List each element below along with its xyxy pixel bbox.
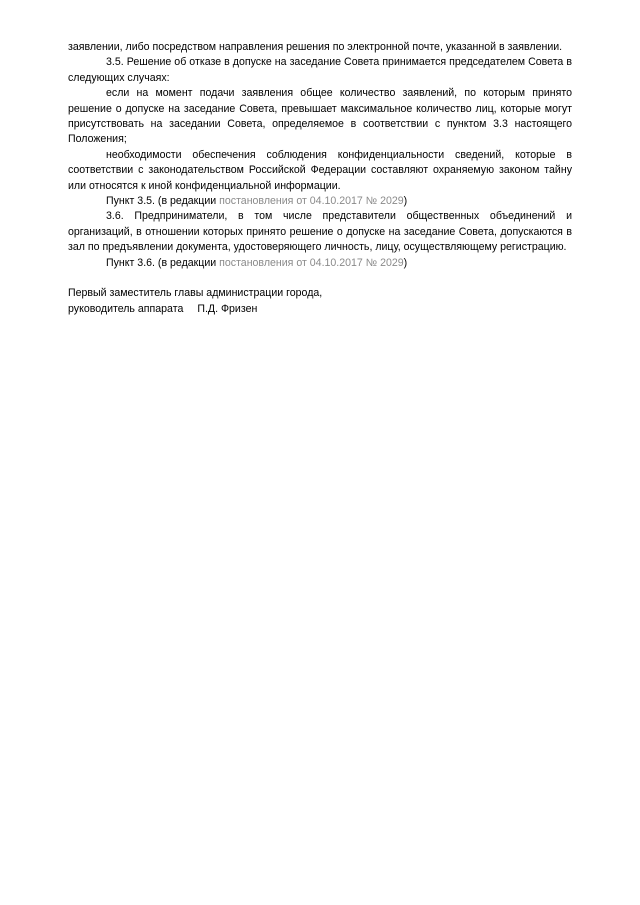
edit-note-link[interactable]: постановления от 04.10.2017 № 2029 bbox=[219, 256, 404, 269]
document-body bbox=[68, 40, 572, 317]
edit-note-suffix: ) bbox=[403, 195, 408, 208]
edit-note-3-6 bbox=[68, 256, 572, 271]
paragraph-3-5: 3.5. Решение об отказе в допуске на заседание Совета принимается председателем Совета в следующих случаях: bbox=[68, 56, 572, 84]
paragraph-continuation: заявлении, либо посредством направления решения по электронной почте, указанной в заявлении. bbox=[68, 41, 563, 53]
signature-line-1: Первый заместитель главы администрации города, bbox=[68, 287, 323, 300]
edit-note-suffix: ) bbox=[403, 256, 408, 269]
signature-name: П.Д. Фризен bbox=[197, 302, 258, 315]
spacer bbox=[68, 271, 572, 286]
edit-note-prefix: Пункт 3.6. (в редакции bbox=[106, 256, 220, 269]
paragraph-case-2: необходимости обеспечения соблюдения конфиденциальности сведений, которые в соответствии с законодательством Российской Федерации составляют охраняемую законом тайну или относятся к иной конфиденциальной информации. bbox=[68, 148, 572, 192]
edit-note-link[interactable]: постановления от 04.10.2017 № 2029 bbox=[219, 195, 404, 208]
paragraph-3-6: 3.6. Предприниматели, в том числе представители общественных объединений и организаций, в отношении которых принято решение о допуске на заседание Совета, допускаются в зал по предъявлении документа, удостоверяющего личность, лицу, осуществляющему регистрацию. bbox=[68, 210, 572, 254]
edit-note-prefix: Пункт 3.5. (в редакции bbox=[106, 195, 220, 208]
signature-line-2 bbox=[68, 302, 572, 317]
edit-note-3-5 bbox=[68, 194, 572, 209]
signature-title: руководитель аппарата bbox=[68, 302, 184, 315]
paragraph-case-1: если на момент подачи заявления общее количество заявлений, по которым принято решение о допуске на заседание Совета, превышает максимальное количество лиц, которые могут присутствовать на заседании Совета, определяемое в соответствии с пунктом 3.3 настоящего Положения; bbox=[68, 87, 572, 146]
